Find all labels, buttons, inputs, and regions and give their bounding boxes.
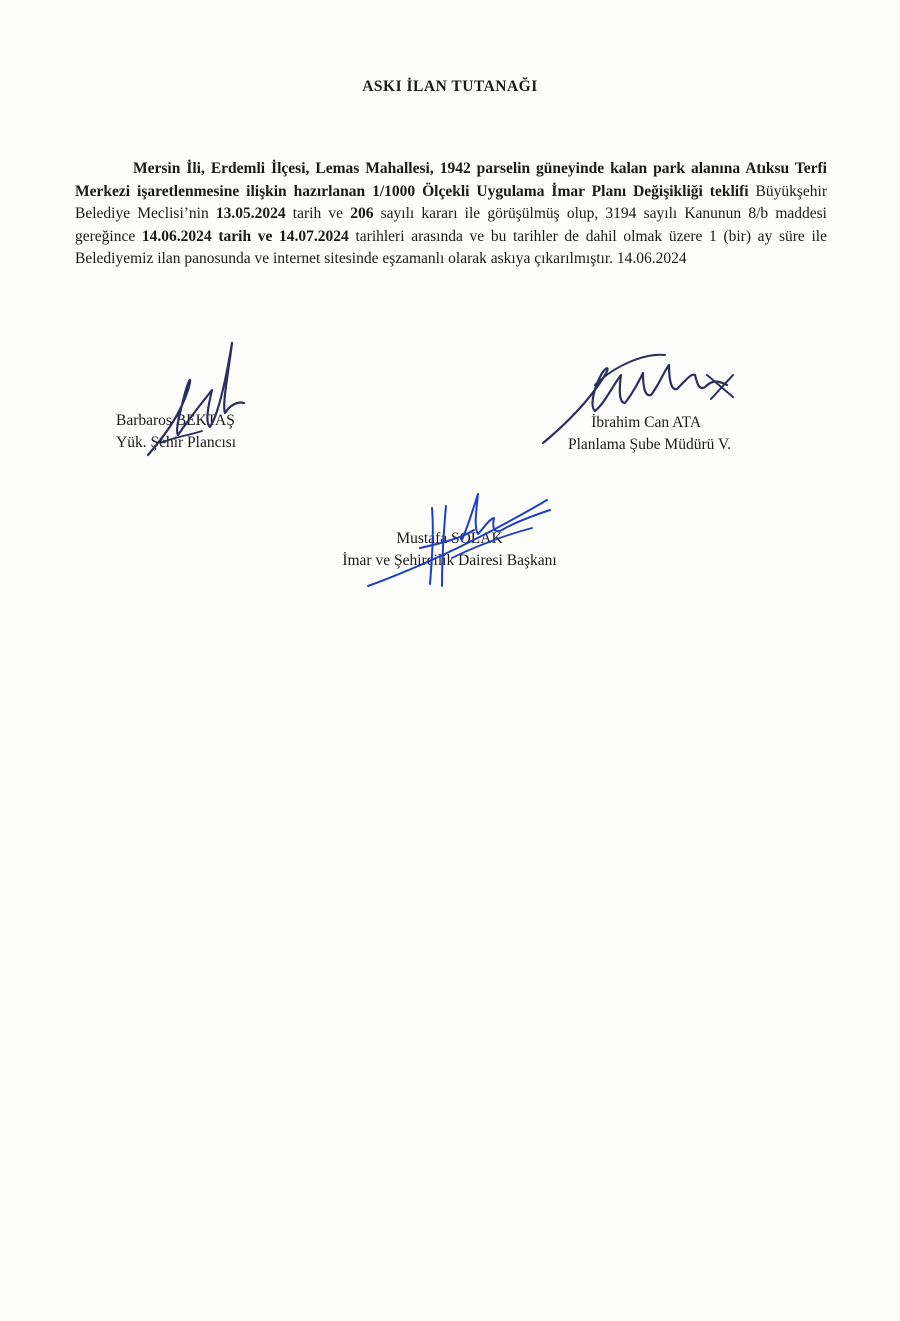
signatory-right-role: Planlama Şube Müdürü V. xyxy=(568,436,732,453)
body-segment: 14.06.2024 tarih ve 14.07.2024 xyxy=(141,227,349,245)
body-segment: 13.05.2024 xyxy=(215,205,286,222)
document-title: ASKI İLAN TUTANAĞI xyxy=(362,78,538,95)
body-segment: sayılı kararı ile görüşülmüş olup, 3194 sayılı Kanunun 8/b maddesi gereğince xyxy=(75,205,827,245)
signatory-center xyxy=(312,528,587,572)
signatory-left xyxy=(116,410,236,454)
signatory-right xyxy=(568,412,731,456)
document-body xyxy=(75,158,827,271)
signatory-left-name: Barbaros BEKTAŞ xyxy=(116,412,235,429)
signatory-center-role: İmar ve Şehircilik Dairesi Başkanı xyxy=(342,552,557,569)
signatory-left-role: Yük. Şehir Plancısı xyxy=(116,434,237,451)
signatory-center-name: Mustafa SOLAK xyxy=(396,530,503,547)
body-segment: 206 xyxy=(350,205,374,222)
body-segment: Büyükşehir Belediye Meclisi’nin xyxy=(75,182,827,222)
body-segment: tarihleri arasında ve bu tarihler de dahil olmak üzere 1 (bir) ay süre ile Belediyemiz ilan panosunda ve internet sitesinde eşzamanlı olarak askıya çıkarılmıştır. 14.06.2024 xyxy=(75,227,827,267)
body-segment: Mersin İli, Erdemli İlçesi, Lemas Mahallesi, 1942 parselin güneyinde kalan park alanına Atıksu Terfi Merkezi işaretlenmesine ilişkin hazırlanan 1/1000 Ölçekli Uygulama İmar Planı Değişikliği teklifi xyxy=(75,160,827,200)
signatory-right-name: İbrahim Can ATA xyxy=(591,414,702,431)
body-segment: tarih ve xyxy=(285,205,351,222)
